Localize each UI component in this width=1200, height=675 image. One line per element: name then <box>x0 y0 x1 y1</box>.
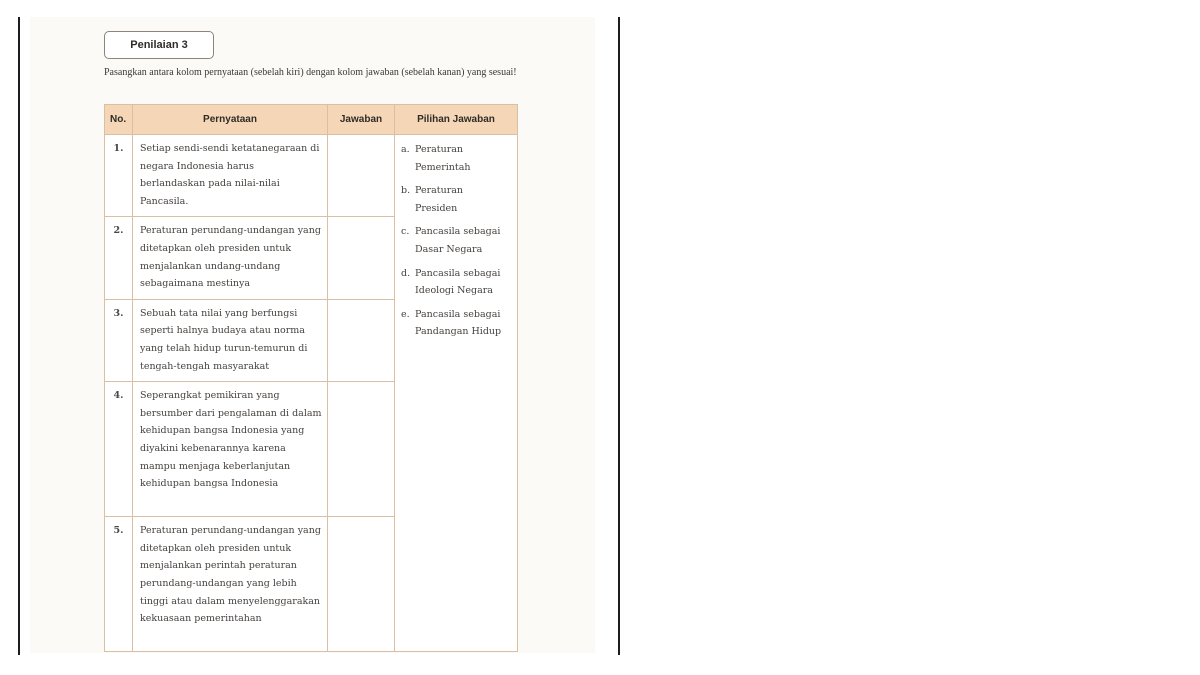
choice-text: Peraturan Presiden <box>415 185 464 214</box>
statement-cell: Peraturan perundang-undangan yang ditetapkan oleh presiden untuk menjalankan undang-undang sebagaimana mestinya <box>133 217 328 299</box>
choice-letter: d. <box>401 267 411 279</box>
instruction-text: Pasangkan antara kolom pernyataan (sebelah kiri) dengan kolom jawaban (sebelah kanan) yang sesuai! <box>104 67 517 78</box>
choice-item <box>401 306 511 341</box>
right-border-line <box>618 17 620 655</box>
choice-text: Pancasila sebagai Ideologi Negara <box>415 267 501 297</box>
row-number: 4. <box>105 382 133 517</box>
choice-item <box>401 182 511 217</box>
choice-text: Peraturan Pemerintah <box>415 144 471 173</box>
statement-cell: Peraturan perundang-undangan yang ditetapkan oleh presiden untuk menjalankan perintah peraturan perundang-undangan yang lebih tinggi atau dalam menyelenggarakan kekuasaan pemerintahan <box>133 517 328 652</box>
row-number: 3. <box>105 299 133 381</box>
page-title: Penilaian 3 <box>104 31 214 59</box>
table-row <box>105 135 518 217</box>
choice-item <box>401 265 511 300</box>
left-border-line <box>18 17 20 655</box>
row-number: 1. <box>105 135 133 217</box>
row-number: 2. <box>105 217 133 299</box>
header-statement: Pernyataan <box>133 105 328 135</box>
choice-item <box>401 141 511 176</box>
answer-cell[interactable] <box>328 299 395 381</box>
answer-cell[interactable] <box>328 382 395 517</box>
choice-text: Pancasila sebagai Pandangan Hidup <box>415 308 502 338</box>
header-no: No. <box>105 105 133 135</box>
choices-cell <box>395 135 518 652</box>
row-number: 5. <box>105 517 133 652</box>
worksheet-page <box>30 17 595 653</box>
answer-cell[interactable] <box>328 217 395 299</box>
header-answer: Jawaban <box>328 105 395 135</box>
choice-text: Pancasila sebagai Dasar Negara <box>415 226 501 255</box>
matching-table <box>104 104 518 652</box>
choice-letter: b. <box>401 185 411 197</box>
header-choices: Pilihan Jawaban <box>395 105 518 135</box>
choice-item <box>401 223 511 258</box>
statement-cell: Setiap sendi-sendi ketatanegaraan di negara Indonesia harus berlandaskan pada nilai-nilai Pancasila. <box>133 135 328 217</box>
choice-letter: a. <box>401 144 410 155</box>
statement-cell: Sebuah tata nilai yang berfungsi seperti halnya budaya atau norma yang telah hidup turun-temurun di tengah-tengah masyarakat <box>133 299 328 381</box>
choice-letter: e. <box>401 308 410 320</box>
table-header-row <box>105 105 518 135</box>
choice-letter: c. <box>401 226 410 238</box>
answer-cell[interactable] <box>328 135 395 217</box>
answer-cell[interactable] <box>328 517 395 652</box>
statement-cell: Seperangkat pemikiran yang bersumber dari pengalaman di dalam kehidupan bangsa Indonesia yang diyakini kebenarannya karena mampu menjaga keberlanjutan kehidupan bangsa Indonesia <box>133 382 328 517</box>
